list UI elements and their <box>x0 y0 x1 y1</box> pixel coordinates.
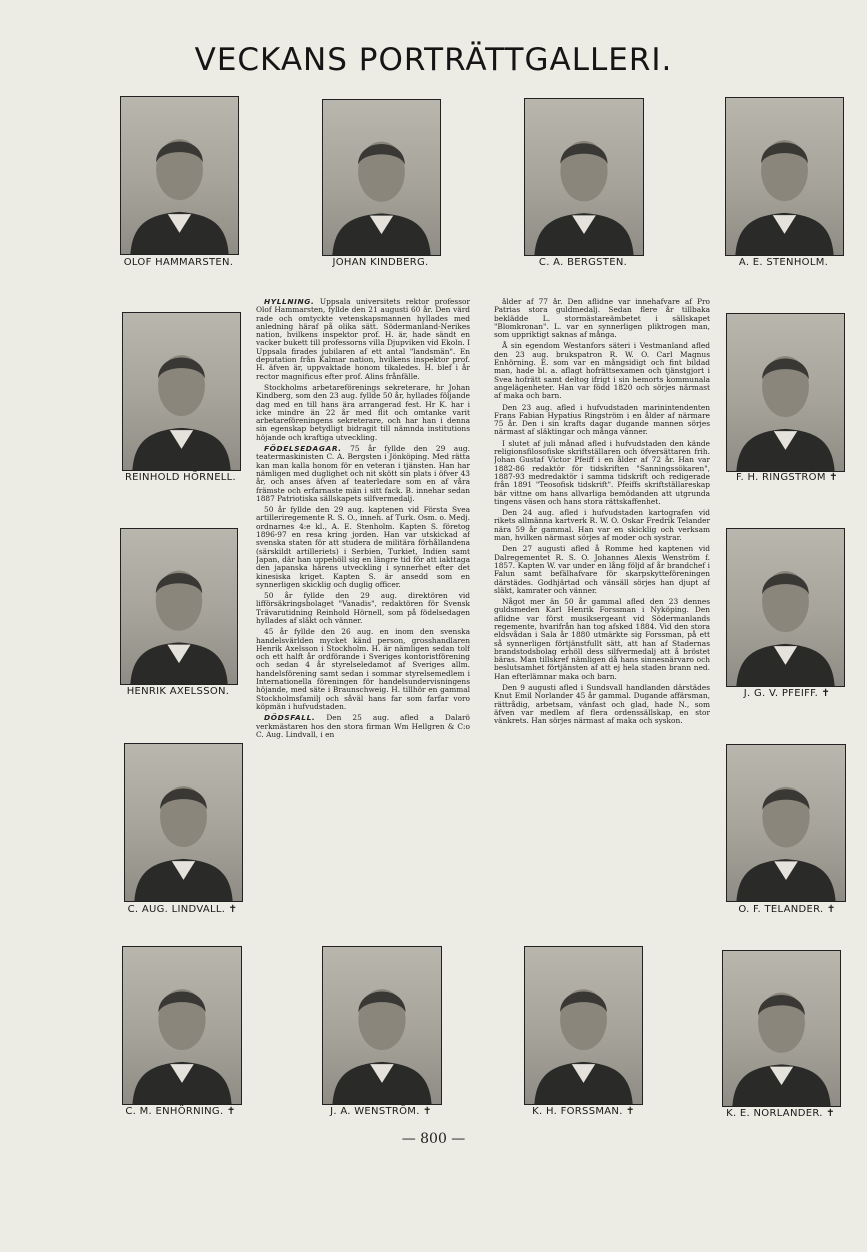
text-col2-4: I slutet af juli månad afled i hufvudstaden den kände religionsfilosofiske skriftställaren och öfversättaren frih. Johan Gustaf Victor Pfeiff i en ålder af 72 år. Han var 1882-86 redaktör för tidskriften "Sanningssökaren", 1887-93 medredaktör i samma tidskrift och redigerade från 1891 "Teosofisk tidskrift". Pfeiffs skriftställareskap bär vittne om hans allvarliga bemödanden att utgrunda tingens väsen och hans stora rättskaffenhet. <box>494 438 710 506</box>
article-column-left <box>256 298 470 920</box>
portrait-photo <box>123 947 241 1104</box>
portrait-kindberg <box>322 99 441 256</box>
portrait-wenstrom <box>322 946 442 1105</box>
portrait-stenholm <box>725 97 844 256</box>
portrait-lindvall <box>124 743 243 902</box>
caption-bergsten: C. A. BERGSTEN. <box>538 257 628 268</box>
portrait-axelsson <box>120 528 238 685</box>
caption-lindvall: C. AUG. LINDVALL. ✝ <box>127 904 238 915</box>
page-title: VECKANS PORTRÄTTGALLERI. <box>194 42 673 78</box>
text-col2-1: ålder af 77 år. Den aflidne var innehafvare af Pro Patrias stora guldmedalj. Sedan flere år tillbaka beklädde L. stormästareämbetet i sällskapet "Blomkronan". L. var en synnerligen pliktrogen man, som uppriktigt saknas af många. <box>494 298 710 340</box>
caption-ringstrom: F. H. RINGSTRÖM ✝ <box>736 472 838 483</box>
portrait-photo <box>525 947 642 1104</box>
text-hyllning-1: Uppsala universitets rektor professor Olof Hammarsten, fyllde den 21 augusti 60 år. Den värd rade och omtyckte vetenskapsmannen hyllades med anledning häraf på olika sätt. Södermanland-Nerikes nation, hvilkens inspektor prof. H. är, hade sändt en vacker bukett till professorns villa Djupviken vid Ekoln. I Uppsala firades jubilaren af ett antal "landsmän". En deputation från Kalmar nation, hvilkens inspektor prof. H. äfven är, uppvaktade honom tikaledes. H. blef i år rector magnificus efter prof. Alins frånfälle. <box>256 298 470 381</box>
text-fodelse-3: 50 år fyllde den 29 aug. direktören vid lifförsäkringsbolaget "Vanadis", redaktören för Svensk Trävarutidning Reinhold Hörnell, som på födelsedagen hyllades af släkt och vänner. <box>256 591 470 625</box>
portrait-photo <box>726 98 843 255</box>
portrait-norlander <box>722 950 841 1107</box>
caption-telander: O. F. TELANDER. ✝ <box>738 904 836 915</box>
caption-norlander: K. E. NORLANDER. ✝ <box>726 1108 835 1119</box>
text-col2-2: Å sin egendom Westanfors säteri i Vestmanland afled den 23 aug. brukspatron R. W. O. Carl Magnus Enhörning. E. som var en mångsidigt och fint bildad man, hade bl. a. aflagt hofrättsexamen och tjänstgjort i Svea hofrätt samt deltog ifrigt i sin hemorts kommunala angelägenheter. Han var född 1820 och sörjes närmast af maka och barn. <box>494 341 710 401</box>
text-col2-5: Den 24 aug. afled i hufvudstaden kartografen vid rikets allmänna kartverk R. W. O. Oskar Fredrik Telander nära 59 år gammal. Han var en skicklig och verksam man, hvilken närmast sörjes af moder och systrar. <box>494 508 710 543</box>
caption-hammarsten: OLOF HAMMARSTEN. <box>123 257 234 268</box>
portrait-photo <box>125 744 242 901</box>
portrait-forssman <box>524 946 643 1105</box>
portrait-bergsten <box>524 98 644 256</box>
portrait-ringstrom <box>726 313 845 472</box>
page-number: — 800 — <box>401 1131 466 1147</box>
portrait-photo <box>727 529 844 686</box>
caption-stenholm: A. E. STENHOLM. <box>738 257 829 268</box>
text-col2-6: Den 27 augusti afled å Romme hed kaptenen vid Dalregementet R. S. O. Johannes Alexis Wenström f. 1857. Kapten W. var under en lång följd af år brandchef i Falun samt befälhafvare för skarpskytteföreningen därstädes. Godhjärtad och vänsäll sörjes han djupt af släkt, kamrater och vänner. <box>494 544 710 595</box>
portrait-hammarsten <box>120 96 239 255</box>
heading-dodsfall: DÖDSFALL. <box>264 713 316 723</box>
caption-enhorning: C. M. ENHÖRNING. ✝ <box>125 1106 236 1117</box>
portrait-hornell <box>122 312 241 471</box>
portrait-photo <box>727 745 845 901</box>
heading-hyllning: HYLLNING. <box>264 298 315 306</box>
text-fodelse-1: 75 år fyllde den 29 aug. teatermaskinisten C. A. Bergsten i Jönköping. Med rätta kan man kalla honom för en veteran i tjänsten. Han har nämligen med duglighet och nit skött sin plats i öfver 43 år, och anses äfven af teaterledare som en af våra främste och erfarnaste män i sitt fack. B. innehar sedan 1887 Patriotiska sällskapets silfvermedalj. <box>256 444 470 503</box>
text-fodelse-4: 45 år fyllde den 26 aug. en inom den svenska handelsvärlden mycket känd person, grosshandlaren Henrik Axelsson i Stockholm. H. är nämligen sedan tolf och ett halft år ordförande i Sveriges kontoristförening och sedan 4 år styrelseledamot af Sveriges allm. handelsförening samt sedan i sommar styrelsemedlem i Internationella föreningen för handelsundervisningens höjande, med säte i Braunschweig. H. tillhör en gammal Stockholmsfamilj och såväl hans far som farfar voro köpmän i hufvudstaden. <box>256 627 470 711</box>
portrait-enhorning <box>122 946 242 1105</box>
portrait-telander <box>726 744 846 902</box>
caption-axelsson: HENRIK AXELSSON. <box>126 686 230 697</box>
text-col2-3: Den 23 aug. afled i hufvudstaden marinintendenten Frans Fabian Hypatius Ringström i en ålder af närmare 75 år. Den i sin krafts dagar dugande mannen sörjes närmast af släktingar och många vänner. <box>494 402 710 437</box>
portrait-photo <box>323 100 440 255</box>
portrait-photo <box>121 529 237 684</box>
text-col2-7: Något mer än 50 år gammal afled den 23 dennes guldsmeden Karl Henrik Forssman i Nyköping. Den aflidne var först musiksergeant vid Södermanlands regemente, hvarifrån han tog afsked 1884. Vid den stora eldsvådan i Sala år 1880 utmärkte sig Forssman, på ett så synnerligen förtjänstfullt sätt, att han af Stadernas brandstodsbolag erhöll dess silfvermedalj att å bröstet bäras. Man tillskref nämligen då hans sinnesnärvaro och beslutsamhet förtjänsten af att ej hela staden brann ned. Han efterlämnar maka och barn. <box>494 597 710 681</box>
caption-pfeiff: J. G. V. PFEIFF. ✝ <box>743 688 831 699</box>
article-column-right <box>494 298 710 920</box>
portrait-photo <box>121 97 238 254</box>
text-hyllning-2: Stockholms arbetareförenings sekreterare, hr Johan Kindberg, som den 23 aug. fyllde 50 år, hyllades följande dag med en till hans ära arrangerad fest. Hr K. har i icke mindre än 22 år med flit och omtanke varit arbetareföreningens sekreterare, och har han i denna sin egenskap betydligt bidragit till nämnda institutions höjande och kraftiga utveckling. <box>256 382 470 442</box>
text-col2-8: Den 9 augusti afled i Sundsvall handlanden därstädes Knut Emil Norlander 45 år gammal. Dugande affärsman, rättrådig, arbetsam, vänfast och glad, hade N., som äfven var medlem af flera ordenssällskap, en stor vänkrets. Han sörjes närmast af maka och syskon. <box>494 683 710 726</box>
portrait-pfeiff <box>726 528 845 687</box>
text-dods-1: Den 25 aug. afled a Dalarö verkmästaren hos den stora firman Wm Hellgren & C:o C. Aug. Lindvall, i en <box>256 713 470 739</box>
caption-kindberg: JOHAN KINDBERG. <box>332 257 429 268</box>
portrait-photo <box>123 313 240 470</box>
portrait-photo <box>723 951 840 1106</box>
text-fodelse-2: 50 år fyllde den 29 aug. kaptenen vid Första Svea artilleriregemente R. S. O., inneh. af Turk. Osm. o. Medj. ordnarnes 4:e kl., A. E. Stenholm. Kapten S. företog 1896-97 en resa kring jorden. Han var utskickad af svenska staten för att studera de militära förhållandena (särskildt artilleriets) i Serbien, Turkiet, Indien samt Japan, där han uppehöll sig en längre tid för att iakttaga den japanska härens utveckling i synnerhet efter det kinesiska kriget. Kapten S. är ansedd som en synnerligen skicklig och duglig officer. <box>256 505 470 589</box>
portrait-photo <box>525 99 643 255</box>
caption-hornell: REINHOLD HÖRNELL. <box>124 472 237 483</box>
caption-forssman: K. H. FORSSMAN. ✝ <box>532 1106 635 1117</box>
portrait-photo <box>727 314 844 471</box>
heading-fodelsedagar: FÖDELSEDAGAR. <box>264 444 342 454</box>
portrait-photo <box>323 947 441 1104</box>
caption-wenstrom: J. A. WENSTRÖM. ✝ <box>330 1106 432 1117</box>
